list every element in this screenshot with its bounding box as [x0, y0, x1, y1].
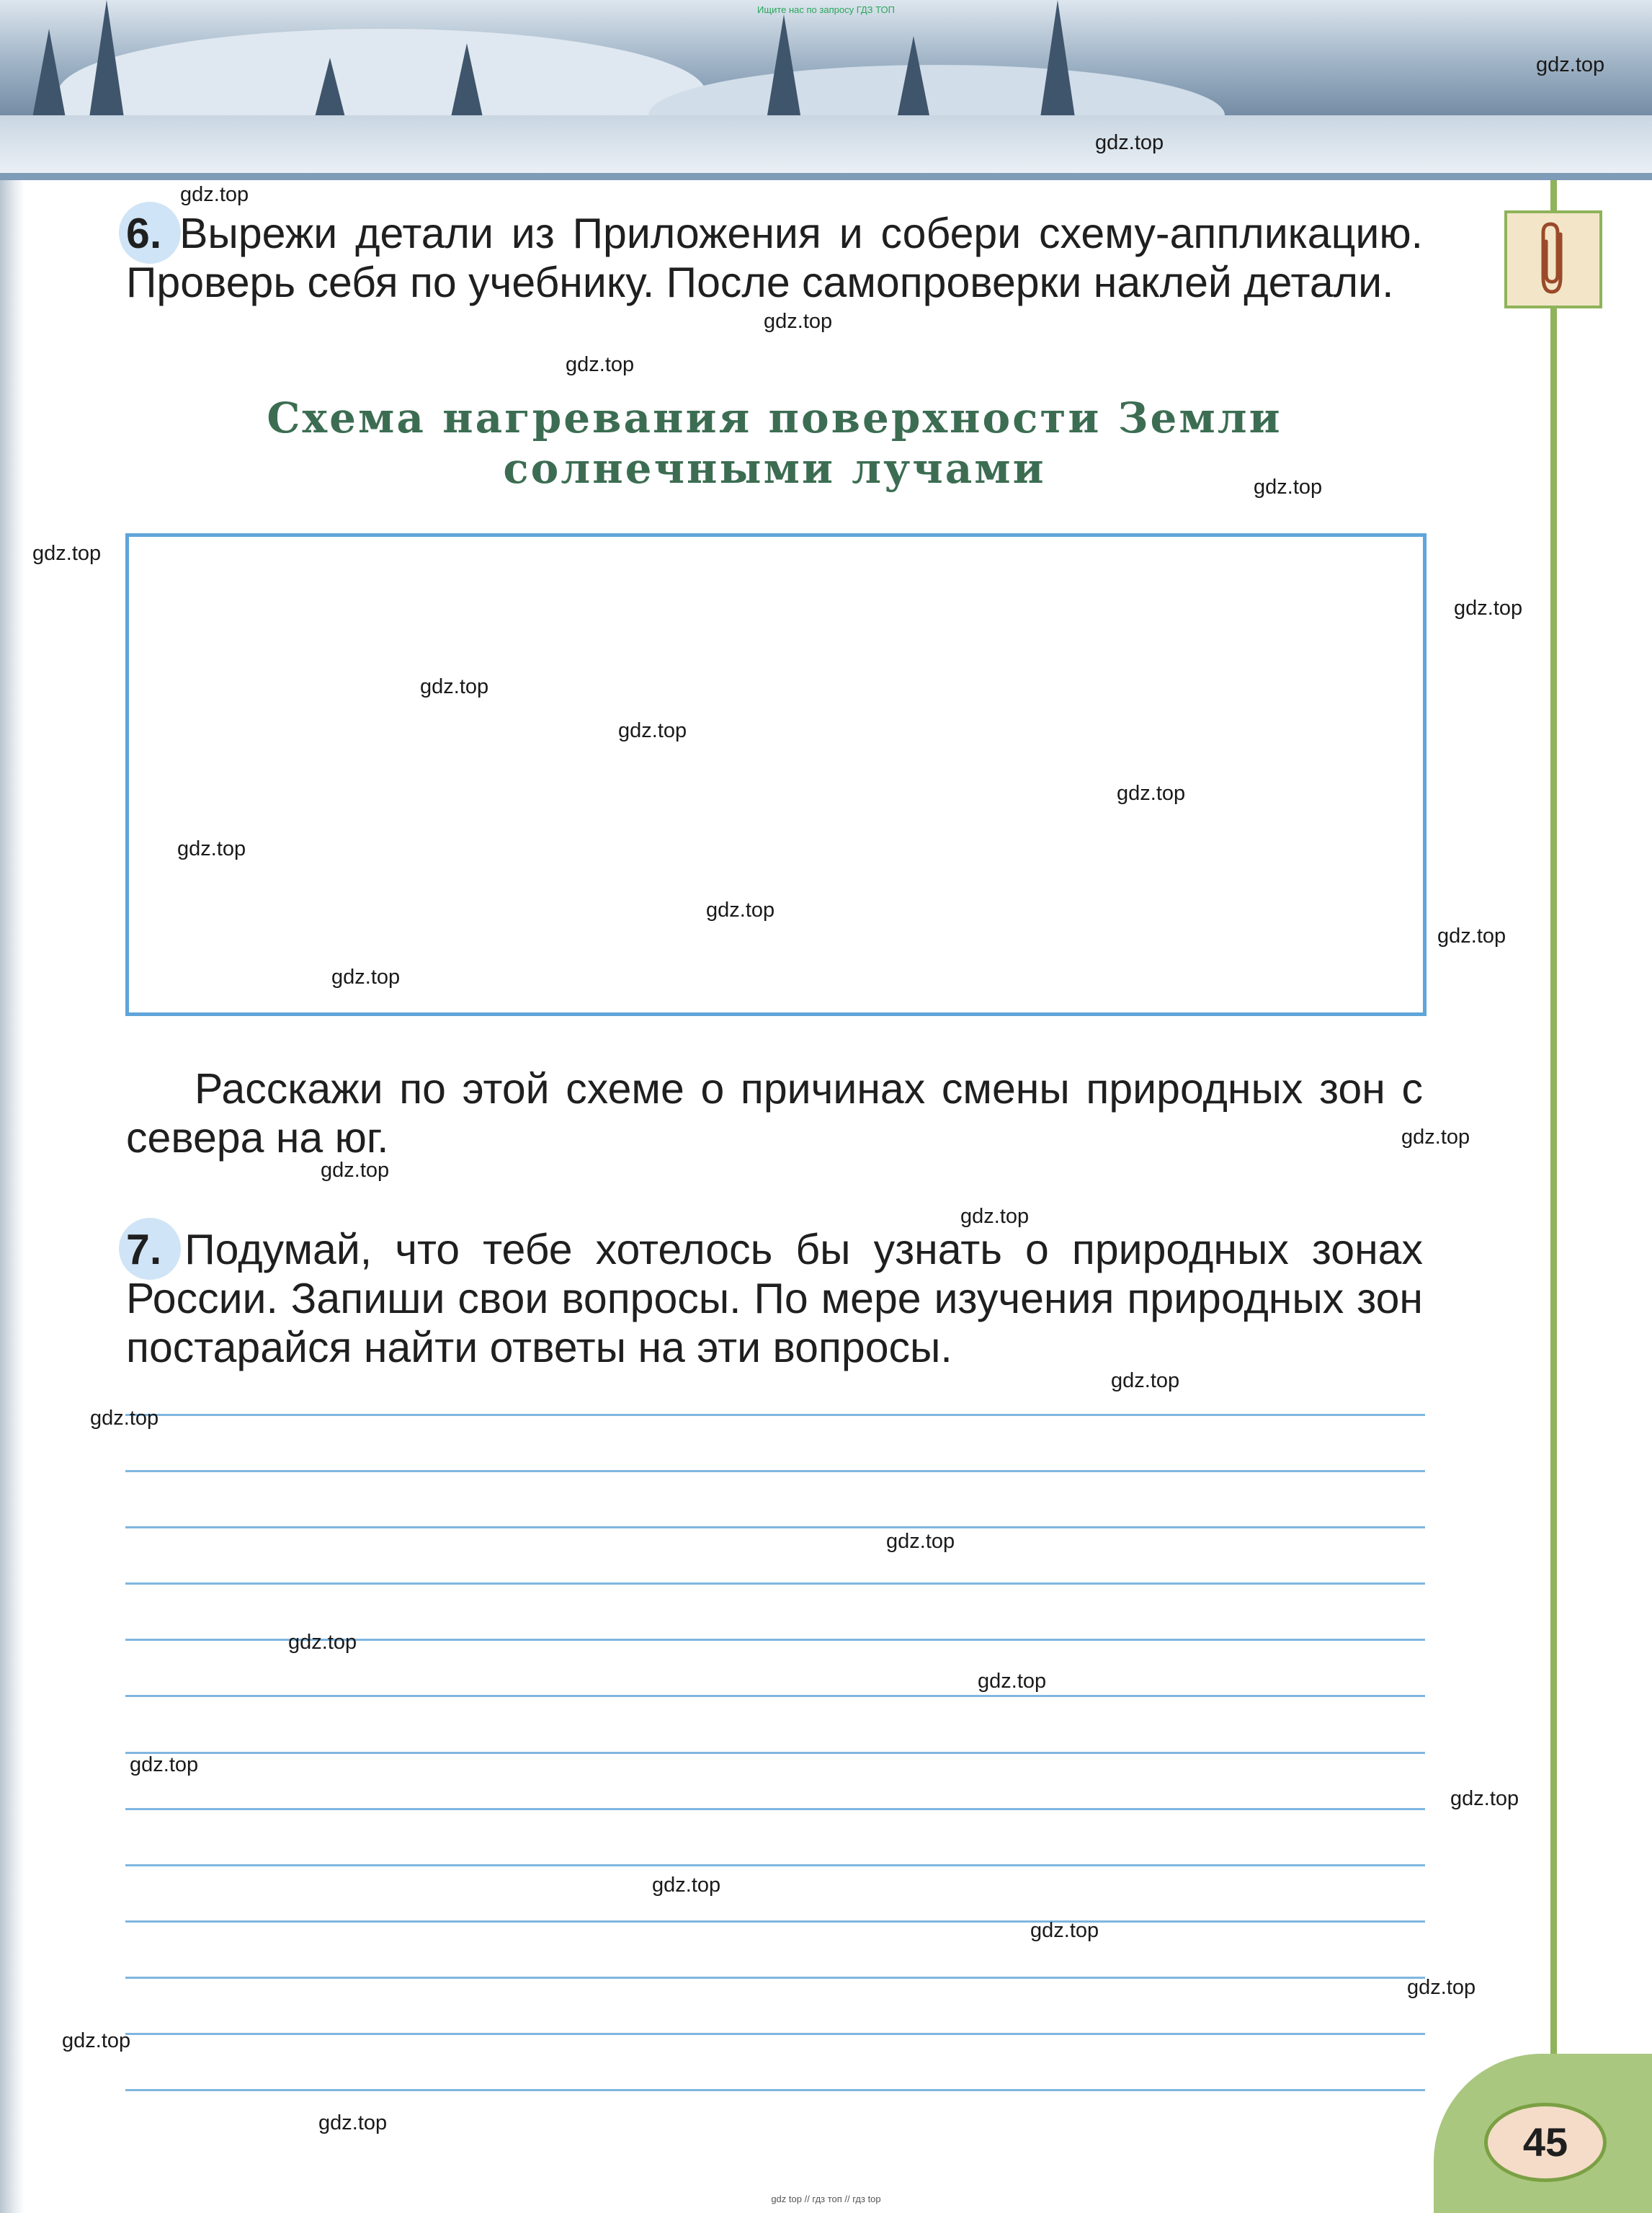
writing-line[interactable] [125, 1582, 1425, 1585]
winter-banner [0, 0, 1652, 180]
watermark: gdz.top [1454, 597, 1523, 620]
watermark: gdz.top [1254, 476, 1323, 499]
watermark: gdz.top [420, 675, 489, 698]
writing-line[interactable] [125, 2089, 1425, 2091]
watermark: gdz.top [566, 353, 635, 376]
writing-line[interactable] [125, 1526, 1425, 1528]
watermark: gdz.top [130, 1753, 199, 1776]
top-notice: Ищите нас по запросу ГДЗ ТОП [757, 4, 895, 15]
writing-line[interactable] [125, 1920, 1425, 1923]
watermark: gdz.top [62, 2029, 131, 2052]
task-6-text: Вырежи детали из Приложения и собери схему-аппликацию. Проверь себя по учебнику. После самопроверки наклей детали. [126, 210, 1423, 306]
writing-lines[interactable] [125, 1414, 1425, 2091]
task-6 [126, 209, 1423, 307]
writing-line[interactable] [125, 2033, 1425, 2035]
writing-line[interactable] [125, 1752, 1425, 1754]
watermark: gdz.top [318, 2111, 388, 2134]
task-7 [126, 1225, 1423, 1372]
watermark: gdz.top [1407, 1976, 1476, 1999]
watermark: gdz.top [288, 1631, 357, 1654]
watermark: gdz.top [652, 1874, 721, 1897]
bottom-notice: gdz top // гдз топ // гдз top [771, 2194, 881, 2204]
watermark: gdz.top [978, 1670, 1047, 1693]
writing-line[interactable] [125, 1808, 1425, 1810]
paperclip-badge [1504, 210, 1602, 308]
task-7-number: 7. [126, 1226, 162, 1273]
writing-line[interactable] [125, 1414, 1425, 1416]
page-number: 45 [1484, 2103, 1607, 2182]
watermark: gdz.top [32, 542, 102, 565]
watermark: gdz.top [886, 1530, 955, 1553]
retell-text: Расскажи по этой схеме о причинах смены природных зон с севера на юг. [126, 1065, 1423, 1162]
page-edge [0, 0, 24, 2213]
writing-line[interactable] [125, 1864, 1425, 1866]
scheme-title-line-2: солнечными лучами [503, 444, 1046, 493]
watermark: gdz.top [1095, 131, 1164, 154]
watermark: gdz.top [321, 1159, 390, 1182]
watermark: gdz.top [1111, 1369, 1180, 1392]
scheme-title-line-1: Схема нагревания поверхности Земли [267, 393, 1282, 442]
watermark: gdz.top [1437, 925, 1506, 948]
writing-line[interactable] [125, 1977, 1425, 1979]
watermark: gdz.top [764, 310, 833, 333]
writing-line[interactable] [125, 1470, 1425, 1472]
watermark: gdz.top [177, 837, 246, 860]
retell-instruction [126, 1064, 1423, 1162]
watermark: gdz.top [180, 183, 249, 206]
watermark: gdz.top [960, 1205, 1030, 1228]
watermark: gdz.top [706, 899, 775, 922]
paperclip-icon [1532, 220, 1575, 299]
task-6-number: 6. [126, 210, 162, 257]
watermark: gdz.top [1030, 1919, 1099, 1942]
watermark: gdz.top [331, 966, 401, 989]
margin-line [1550, 180, 1557, 2126]
watermark: gdz.top [1536, 53, 1605, 76]
watermark: gdz.top [618, 719, 687, 742]
watermark: gdz.top [1450, 1787, 1519, 1810]
watermark: gdz.top [1117, 782, 1186, 805]
task-7-text: Подумай, что тебе хотелось бы узнать о природных зонах России. Запиши свои вопросы. По мере изучения природных зон постарайся найти ответы на эти вопросы. [126, 1226, 1423, 1371]
scheme-title [126, 393, 1423, 494]
watermark: gdz.top [1401, 1126, 1470, 1149]
writing-line[interactable] [125, 1695, 1425, 1697]
scheme-frame[interactable] [125, 533, 1426, 1016]
watermark: gdz.top [90, 1407, 159, 1430]
